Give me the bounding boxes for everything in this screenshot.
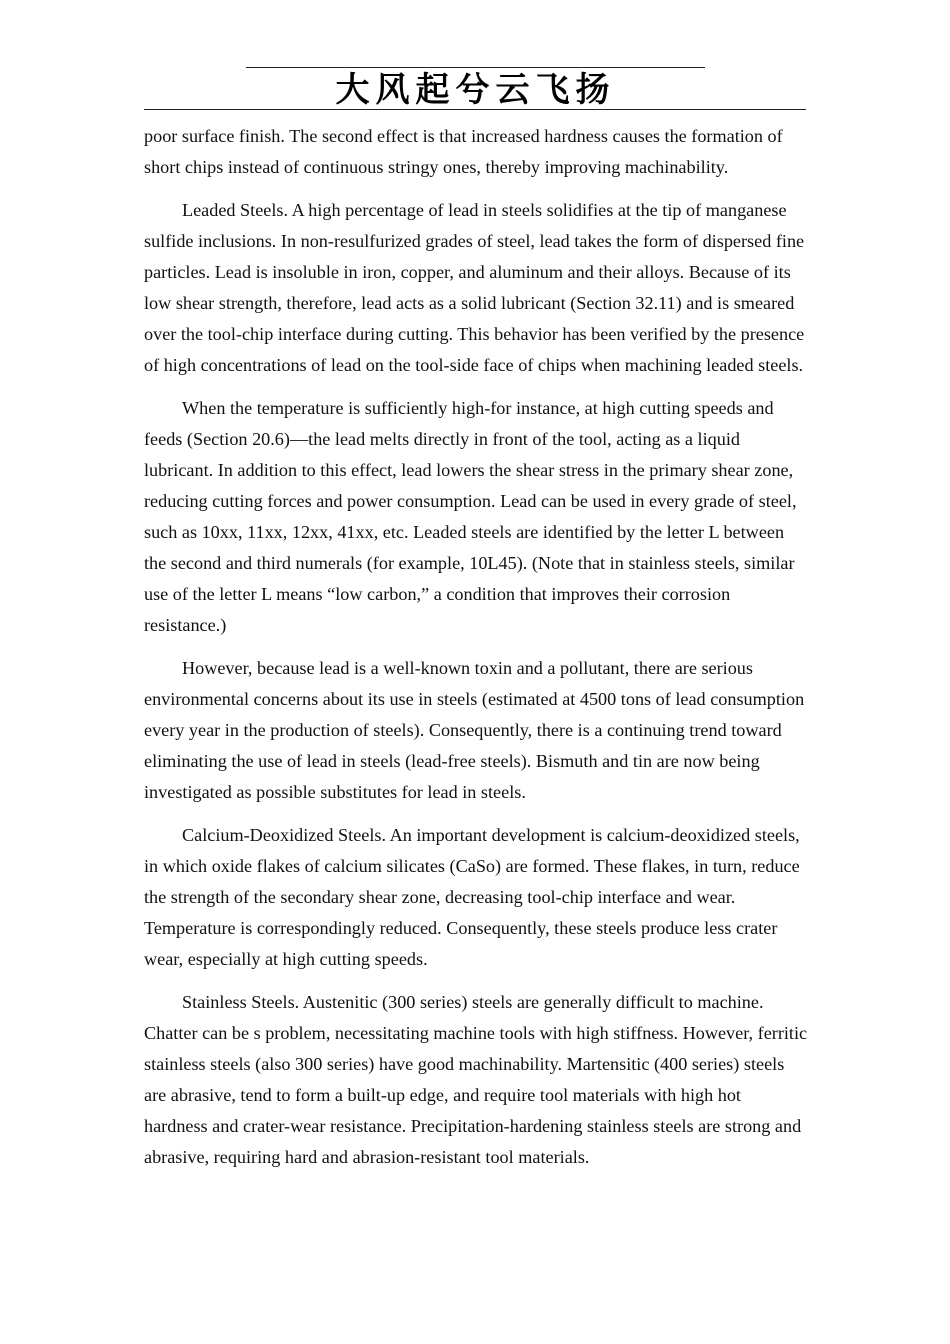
paragraph-lead-lubricant: When the temperature is sufficiently high-for instance, at high cutting speeds and feeds (Section 20.6)—the lead melts directly in front of the tool, acting as a liquid lubricant. In addition to this effect, lead lowers the shear stress in the primary shear zone, reducing cutting forces and power consumption. Lead can be used in every grade of steel, such as 10xx, 11xx, 12xx, 41xx, etc. Leaded steels are identified by the letter L between the second and third numerals (for example, 10L45). (Note that in stainless steels, similar use of the letter L means “low carbon,” a condition that improves their corrosion resistance.) xyxy=(144,398,797,635)
paragraph-continuation: poor surface finish. The second effect is that increased hardness causes the formation of short chips instead of continuous stringy ones, thereby improving machinability. xyxy=(144,126,783,177)
paragraph-calcium-deoxidized-steels: Calcium-Deoxidized Steels. An important development is calcium-deoxidized steels, in which oxide flakes of calcium silicates (CaSo) are formed. These flakes, in turn, reduce the strength of the secondary shear zone, decreasing tool-chip interface and wear. Temperature is correspondingly reduced. Consequently, these steels produce less crater wear, especially at high cutting speeds. xyxy=(144,825,800,969)
document-body xyxy=(144,121,808,1185)
paragraph-stainless-steels: Stainless Steels. Austenitic (300 series) steels are generally difficult to machine. Chatter can be s problem, necessitating machine tools with high stiffness. However, ferritic stainless steels (also 300 series) have good machinability. Martensitic (400 series) steels are abrasive, tend to form a built-up edge, and require tool materials with high hot hardness and crater-wear resistance. Precipitation-hardening stainless steels are strong and abrasive, requiring hard and abrasion-resistant tool materials. xyxy=(144,992,808,1167)
header-rule-bottom xyxy=(144,109,806,110)
paragraph-leaded-steels: Leaded Steels. A high percentage of lead in steels solidifies at the tip of manganese sulfide inclusions. In non-resulfurized grades of steel, lead takes the form of dispersed fine particles. Lead is insoluble in iron, copper, and aluminum and their alloys. Because of its low shear strength, therefore, lead acts as a solid lubricant (Section 32.11) and is smeared over the tool-chip interface during cutting. This behavior has been verified by the presence of high concentrations of lead on the tool-side face of chips when machining leaded steels. xyxy=(144,200,805,375)
paragraph-environmental-concerns: However, because lead is a well-known toxin and a pollutant, there are serious environmental concerns about its use in steels (estimated at 4500 tons of lead consumption every year in the production of steels). Consequently, there is a continuing trend toward eliminating the use of lead in steels (lead-free steels). Bismuth and tin are now being investigated as possible substitutes for lead in steels. xyxy=(144,658,805,802)
page-header-title: 大风起兮云飞扬 xyxy=(335,70,616,110)
header-rule-top xyxy=(246,67,705,68)
